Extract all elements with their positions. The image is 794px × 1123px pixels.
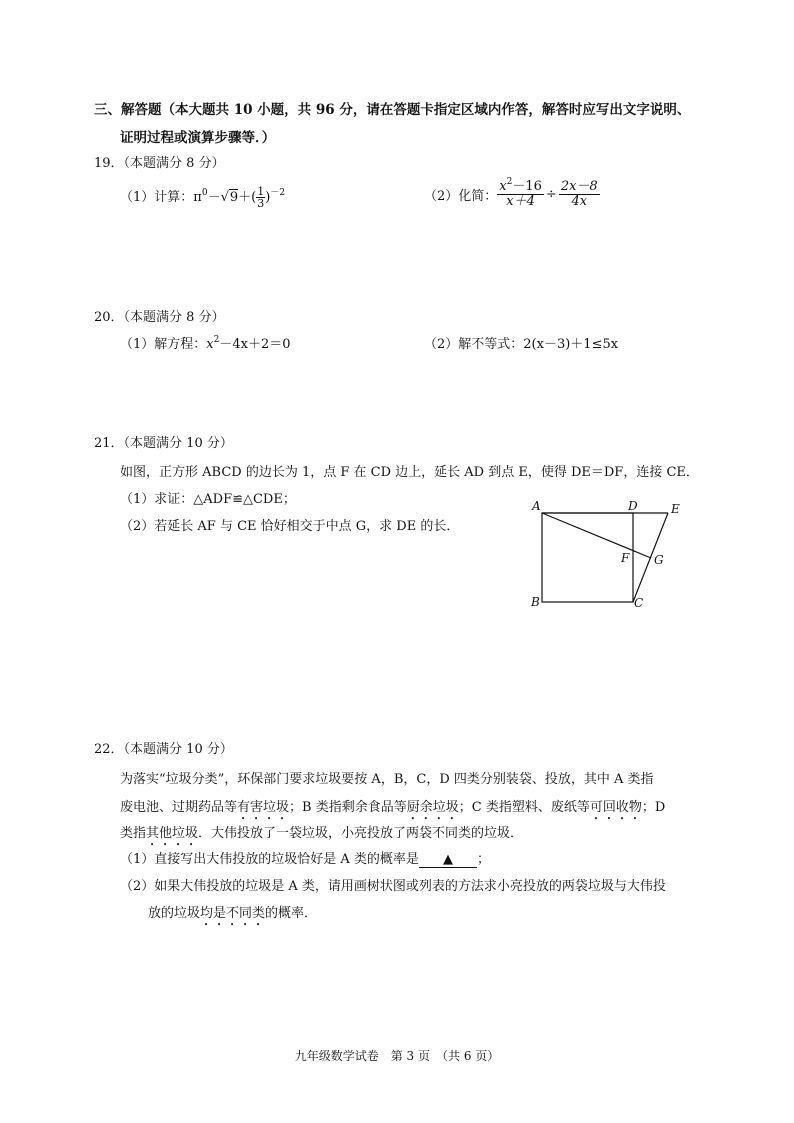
emphasis-different-type: 均是不同类 — [200, 906, 266, 921]
q21-heading: 21．（本题满分 10 分） — [94, 436, 233, 451]
section-title-line2: 证明过程或演算步骤等．） — [120, 130, 276, 146]
label-c: C — [634, 596, 644, 610]
emphasis-kitchen: 厨余垃圾 — [406, 800, 459, 815]
label-b: B — [531, 595, 540, 609]
label-f: F — [621, 551, 630, 565]
q22-part2-line1: （2）如果大伟投放的垃圾是 A 类，请用画树状图或列表的方法求小亮投放的两袋垃圾与大伟投 — [120, 879, 666, 894]
label-g: G — [654, 553, 664, 567]
q22-part1: （1）直接写出大伟投放的垃圾恰好是 A 类的概率是 ▲ ； — [120, 852, 490, 867]
fraction-one-third: $\frac{1}{3}$ — [257, 185, 265, 210]
square-geometry-figure — [528, 496, 688, 614]
q22-line2: 废电池、过期药品等有害垃圾；B 类指剩余食品等厨余垃圾；C 类指塑料、废纸等可回收物；D — [120, 800, 666, 815]
square-abcd — [542, 513, 633, 602]
q21-part2: （2）若延长 AF 与 CE 恰好相交于中点 G，求 DE 的长． — [120, 519, 460, 534]
fraction-2: $\frac{2x-8}{4x}$ — [560, 179, 598, 209]
q19-part1: （1）计算：$\pi^0-√9+$( $\frac{1}{3}$ )$^{-2}$ — [120, 185, 286, 210]
emphasis-other: 其他垃圾 — [146, 826, 199, 841]
segment-ag — [542, 513, 651, 558]
answer-blank: ▲ — [419, 853, 477, 868]
emphasis-recyclable: 可回收物 — [589, 800, 642, 815]
q22-line1: 为落实“垃圾分类”，环保部门要求垃圾要按 A，B，C，D 四类分别装袋、投放，其中 A 类指 — [120, 772, 654, 787]
emphasis-hazardous: 有害垃圾 — [237, 800, 290, 815]
fraction-1: $\frac{x^2-16}{x+4}$ — [499, 177, 542, 209]
page-footer: 九年级数学试卷 第 3 页 （共 6 页） — [294, 1049, 500, 1063]
pi-symbol: π — [193, 190, 202, 205]
q22-heading: 22．（本题满分 10 分） — [94, 742, 233, 757]
label-e: E — [671, 502, 680, 516]
q20-part1: （1）解方程：$x^2-4x+2=0$ — [120, 335, 291, 352]
q21-stem: 如图，正方形 ABCD 的边长为 1，点 F 在 CD 边上，延长 AD 到点 E，使得 DE＝DF，连接 CE． — [120, 465, 699, 480]
q19-part2-label: （2）化简： — [424, 189, 498, 204]
label-d: D — [628, 499, 638, 513]
label-a: A — [532, 499, 541, 513]
q22-line3: 类指其他垃圾．大伟投放了一袋垃圾，小亮投放了两袋不同类的垃圾． — [120, 826, 524, 841]
q20-heading: 20．（本题满分 8 分） — [94, 310, 225, 325]
q20-part2: （2）解不等式：2(x－3)＋1≤5x — [424, 337, 619, 352]
q21-part1: （1）求证：△ADF≌△CDE； — [120, 492, 296, 507]
q19-heading: 19．（本题满分 8 分） — [94, 156, 225, 171]
q19-part1-label: （1）计算： — [120, 190, 194, 205]
q19-part2: （2）化简： $\frac{x^2-16}{x+4}$ ÷ $\frac{2x-8}{4x}$ — [424, 177, 598, 209]
section-title-line1: 三、解答题（本大题共 10 小题，共 96 分，请在答题卡指定区域内作答，解答时应写出文字说明、 — [94, 102, 691, 118]
q22-part2-line2: 放的垃圾均是不同类的概率． — [148, 906, 318, 921]
sqrt-term: 9 — [229, 190, 239, 205]
